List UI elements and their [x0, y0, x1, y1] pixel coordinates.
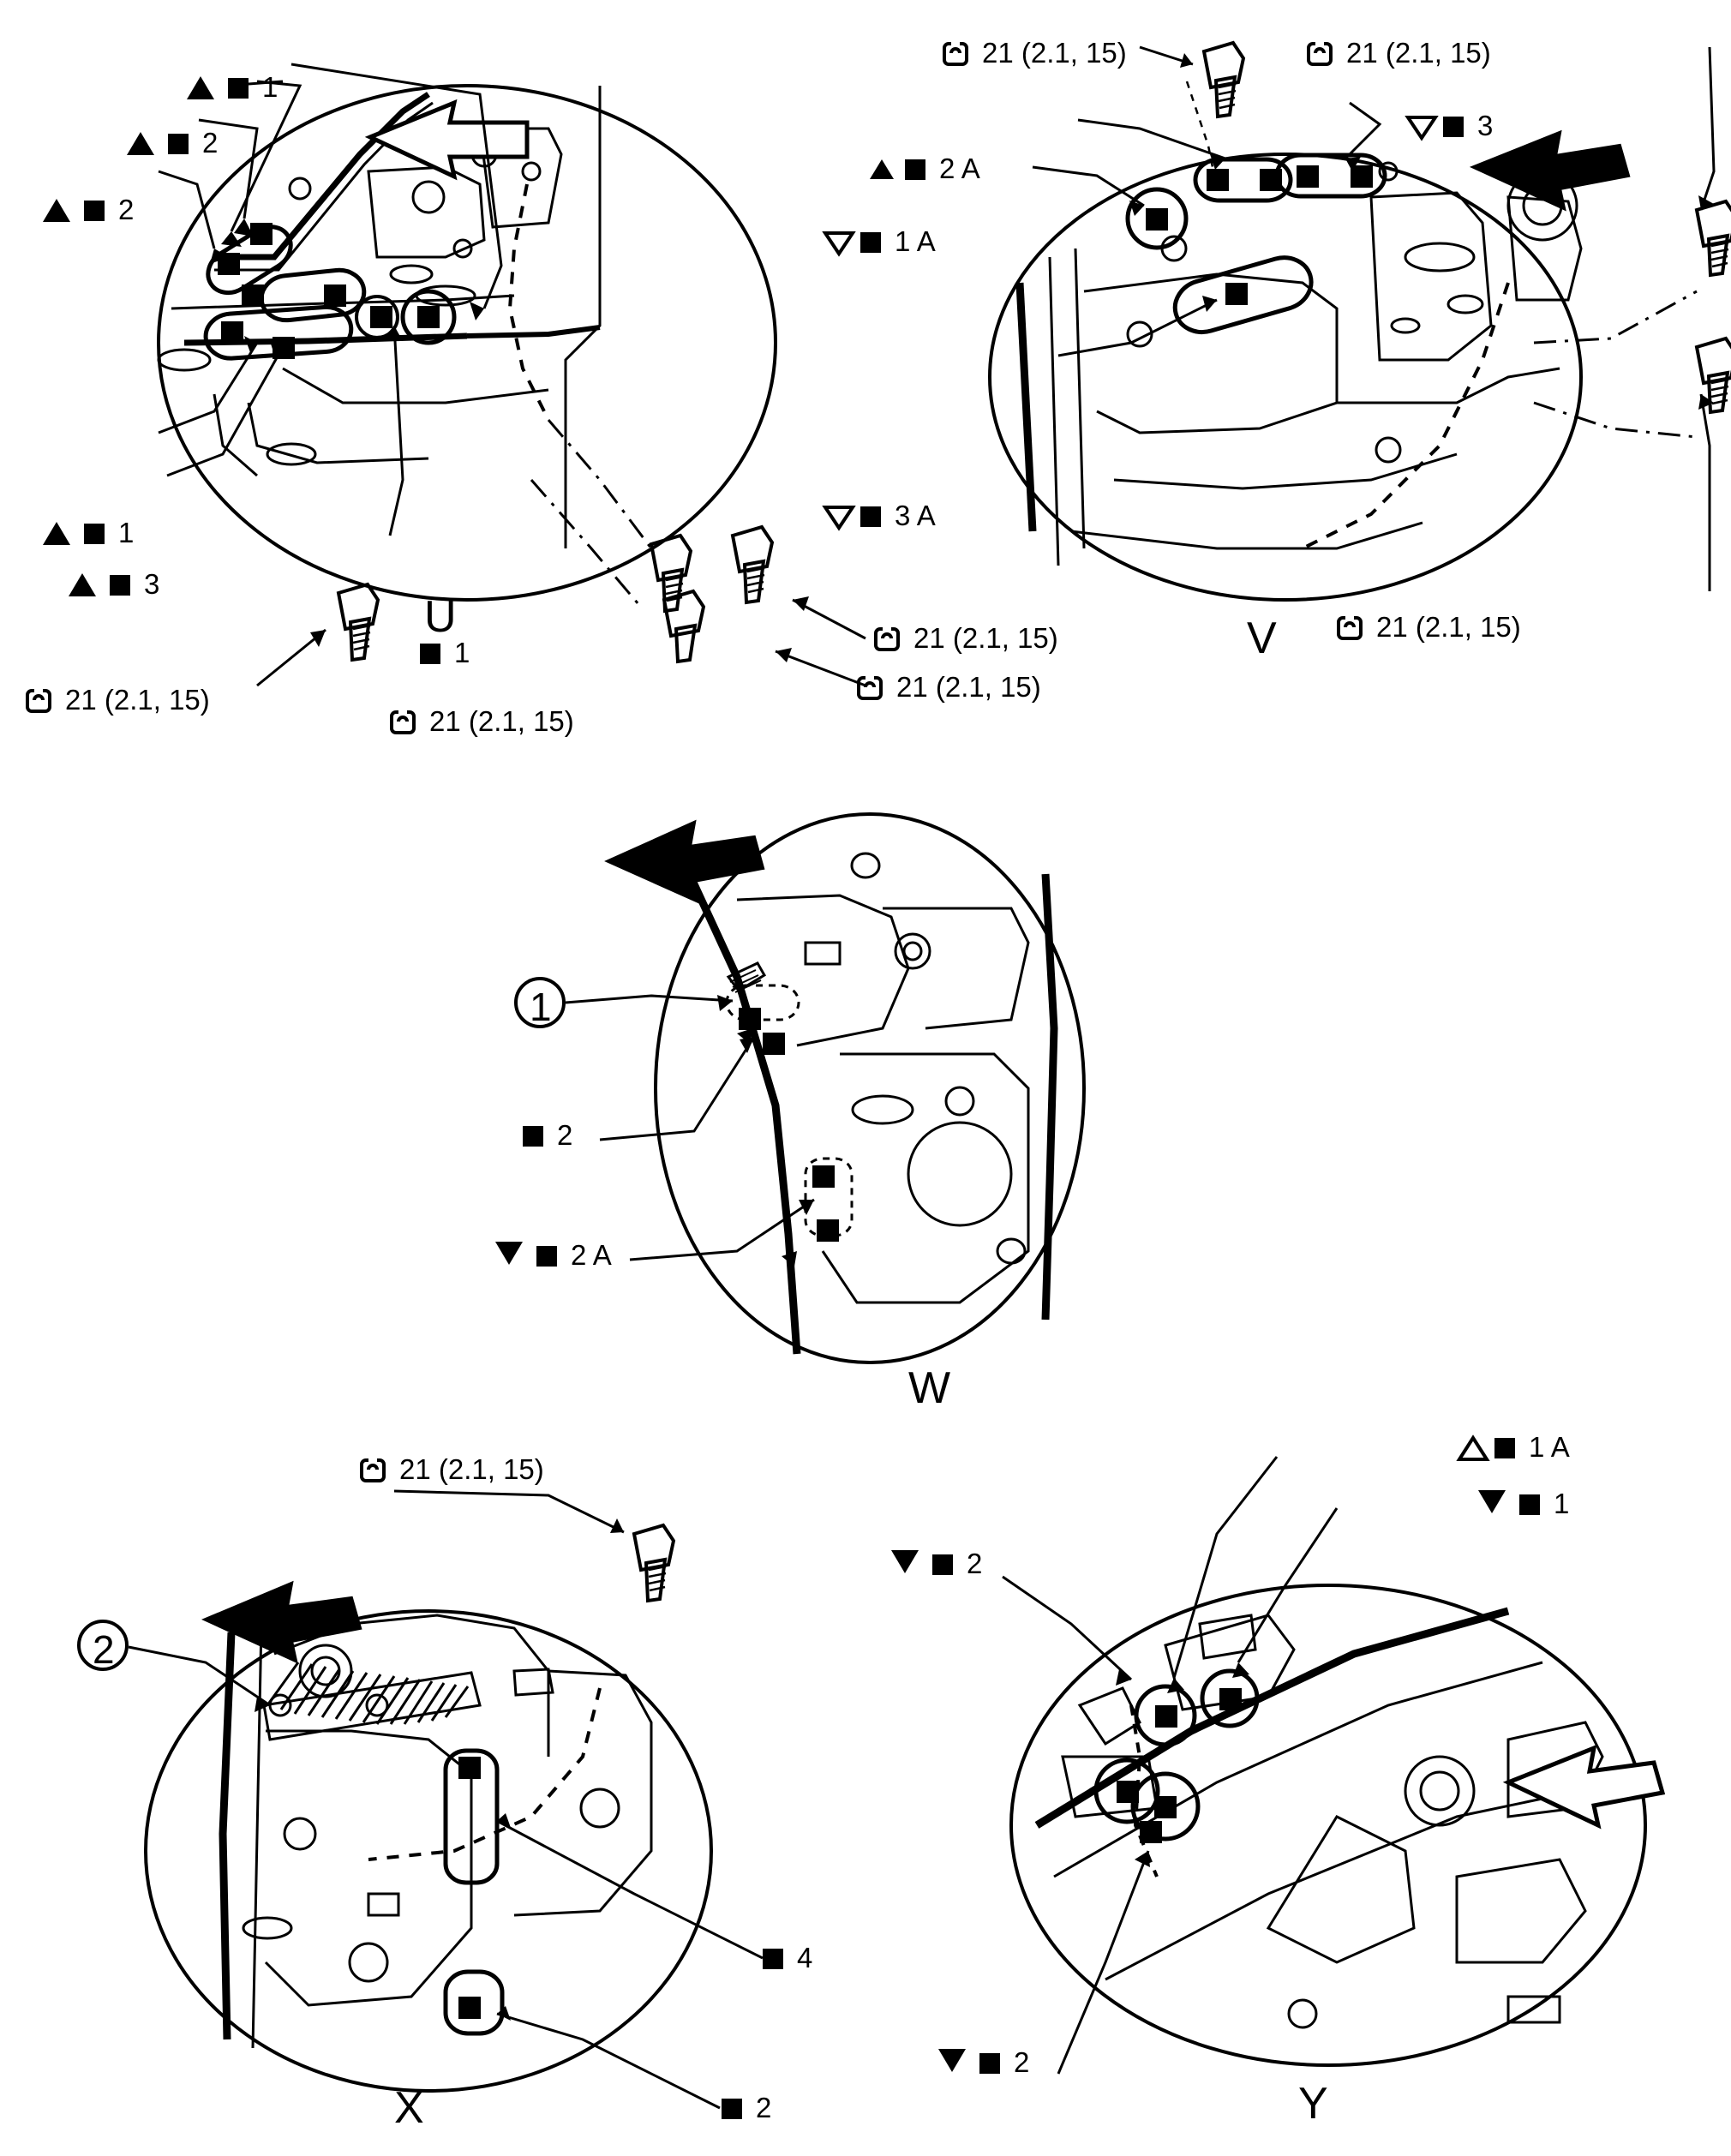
torque-x-1 — [360, 1455, 544, 1483]
view-w-drawing — [480, 771, 1251, 1422]
triangle-up-filled-icon — [43, 522, 70, 545]
square-filled-icon — [420, 644, 440, 664]
label-text: 1 — [118, 517, 135, 548]
view-letter-y: Y — [1298, 2079, 1328, 2129]
label-text: 2 — [1014, 2046, 1030, 2078]
label-text: 1 — [454, 637, 470, 668]
triangle-up-open-icon — [1457, 1435, 1486, 1460]
label-x-2 — [722, 2093, 771, 2122]
label-text: 1 — [530, 985, 552, 1029]
label-text: 1 A — [895, 225, 936, 257]
nut-icon — [360, 1458, 386, 1483]
label-u-1 — [187, 73, 278, 101]
view-v-panel — [857, 0, 1731, 711]
nut-icon — [1307, 41, 1333, 67]
square-filled-icon — [763, 1949, 783, 1969]
label-v-3a — [823, 501, 936, 530]
label-text: 21 (2.1, 15) — [982, 37, 1127, 69]
label-text: 2 — [967, 1548, 983, 1579]
label-w-2a — [495, 1241, 612, 1269]
label-text: 4 — [797, 1942, 813, 1973]
label-text: 21 (2.1, 15) — [1376, 611, 1521, 643]
label-text: 2 — [756, 2092, 772, 2123]
square-filled-icon — [84, 524, 105, 544]
label-u-2 — [127, 129, 218, 157]
triangle-down-filled-icon — [891, 1550, 919, 1573]
label-text: 21 (2.1, 15) — [65, 684, 210, 716]
square-filled-icon — [1494, 1438, 1515, 1458]
label-text: 2 — [118, 194, 135, 225]
label-text: 2 — [202, 127, 219, 159]
square-filled-icon — [860, 506, 881, 527]
triangle-up-filled-icon — [43, 199, 70, 222]
label-text: 1 — [1554, 1488, 1570, 1519]
label-x-2-circle — [93, 1627, 115, 1672]
square-filled-icon — [905, 159, 925, 180]
label-text: 21 (2.1, 15) — [1346, 37, 1491, 69]
label-u-4 — [43, 518, 134, 547]
square-filled-icon — [860, 232, 881, 253]
triangle-up-filled-icon — [187, 76, 214, 99]
square-filled-icon — [1519, 1494, 1540, 1515]
square-filled-icon — [110, 575, 130, 596]
label-v-3 — [1405, 111, 1493, 140]
triangle-up-small-filled-icon — [867, 157, 896, 182]
triangle-up-filled-icon — [69, 573, 96, 596]
label-u-3 — [43, 195, 134, 224]
square-filled-icon — [932, 1554, 953, 1575]
label-v-1a — [823, 227, 936, 255]
square-filled-icon — [84, 201, 105, 221]
view-letter-v: V — [1247, 614, 1277, 663]
label-y-2-top — [891, 1549, 982, 1578]
label-text: 2 A — [571, 1239, 612, 1271]
torque-u-2 — [390, 707, 574, 735]
label-y-2-bottom — [938, 2048, 1029, 2076]
nut-icon — [943, 41, 968, 67]
label-v-2a — [867, 154, 980, 183]
square-filled-icon — [228, 78, 249, 99]
view-v-drawing — [857, 0, 1731, 711]
label-y-1 — [1478, 1489, 1569, 1518]
label-text: 1 A — [1529, 1431, 1570, 1463]
label-text: 2 — [93, 1627, 115, 1672]
nut-icon — [390, 710, 416, 735]
square-filled-icon — [1443, 117, 1464, 137]
label-u-5 — [69, 570, 159, 598]
label-y-1a — [1457, 1433, 1570, 1461]
square-filled-icon — [722, 2099, 742, 2119]
torque-v-3 — [1337, 613, 1521, 641]
triangle-down-open-icon — [823, 504, 852, 529]
label-text: 1 — [262, 71, 279, 103]
view-x-drawing — [69, 1448, 840, 2151]
view-y-drawing — [908, 1448, 1714, 2151]
view-letter-x: X — [394, 2083, 424, 2133]
square-filled-icon — [536, 1246, 557, 1267]
triangle-up-filled-icon — [127, 132, 154, 155]
square-filled-icon — [168, 134, 189, 154]
torque-u-1 — [26, 686, 210, 714]
triangle-down-filled-icon — [1478, 1490, 1506, 1513]
triangle-down-filled-icon — [495, 1242, 523, 1265]
label-w-2 — [523, 1121, 572, 1149]
label-text: 2 — [557, 1119, 573, 1151]
label-text: 21 (2.1, 15) — [429, 705, 574, 737]
view-letter-u: U — [424, 592, 457, 642]
label-x-4 — [763, 1943, 812, 1972]
square-filled-icon — [523, 1126, 543, 1147]
torque-v-1 — [943, 39, 1127, 67]
label-u-6 — [420, 638, 470, 667]
triangle-down-filled-icon — [938, 2049, 966, 2072]
label-text: 3 A — [895, 500, 936, 531]
label-w-1 — [530, 987, 552, 1027]
square-filled-icon — [979, 2053, 1000, 2074]
triangle-down-open-icon — [1405, 114, 1435, 139]
triangle-down-open-icon — [823, 230, 852, 255]
nut-icon — [26, 688, 51, 714]
view-letter-w: W — [908, 1363, 951, 1413]
view-u-panel — [0, 0, 874, 771]
torque-v-2 — [1307, 39, 1491, 67]
label-text: 21 (2.1, 15) — [913, 622, 1058, 654]
label-text: 21 (2.1, 15) — [399, 1453, 544, 1485]
nut-icon — [1337, 615, 1363, 641]
label-text: 3 — [1477, 110, 1494, 141]
label-text: 3 — [144, 568, 160, 600]
label-text: 21 (2.1, 15) — [896, 671, 1041, 703]
label-text: 2 A — [939, 153, 980, 184]
